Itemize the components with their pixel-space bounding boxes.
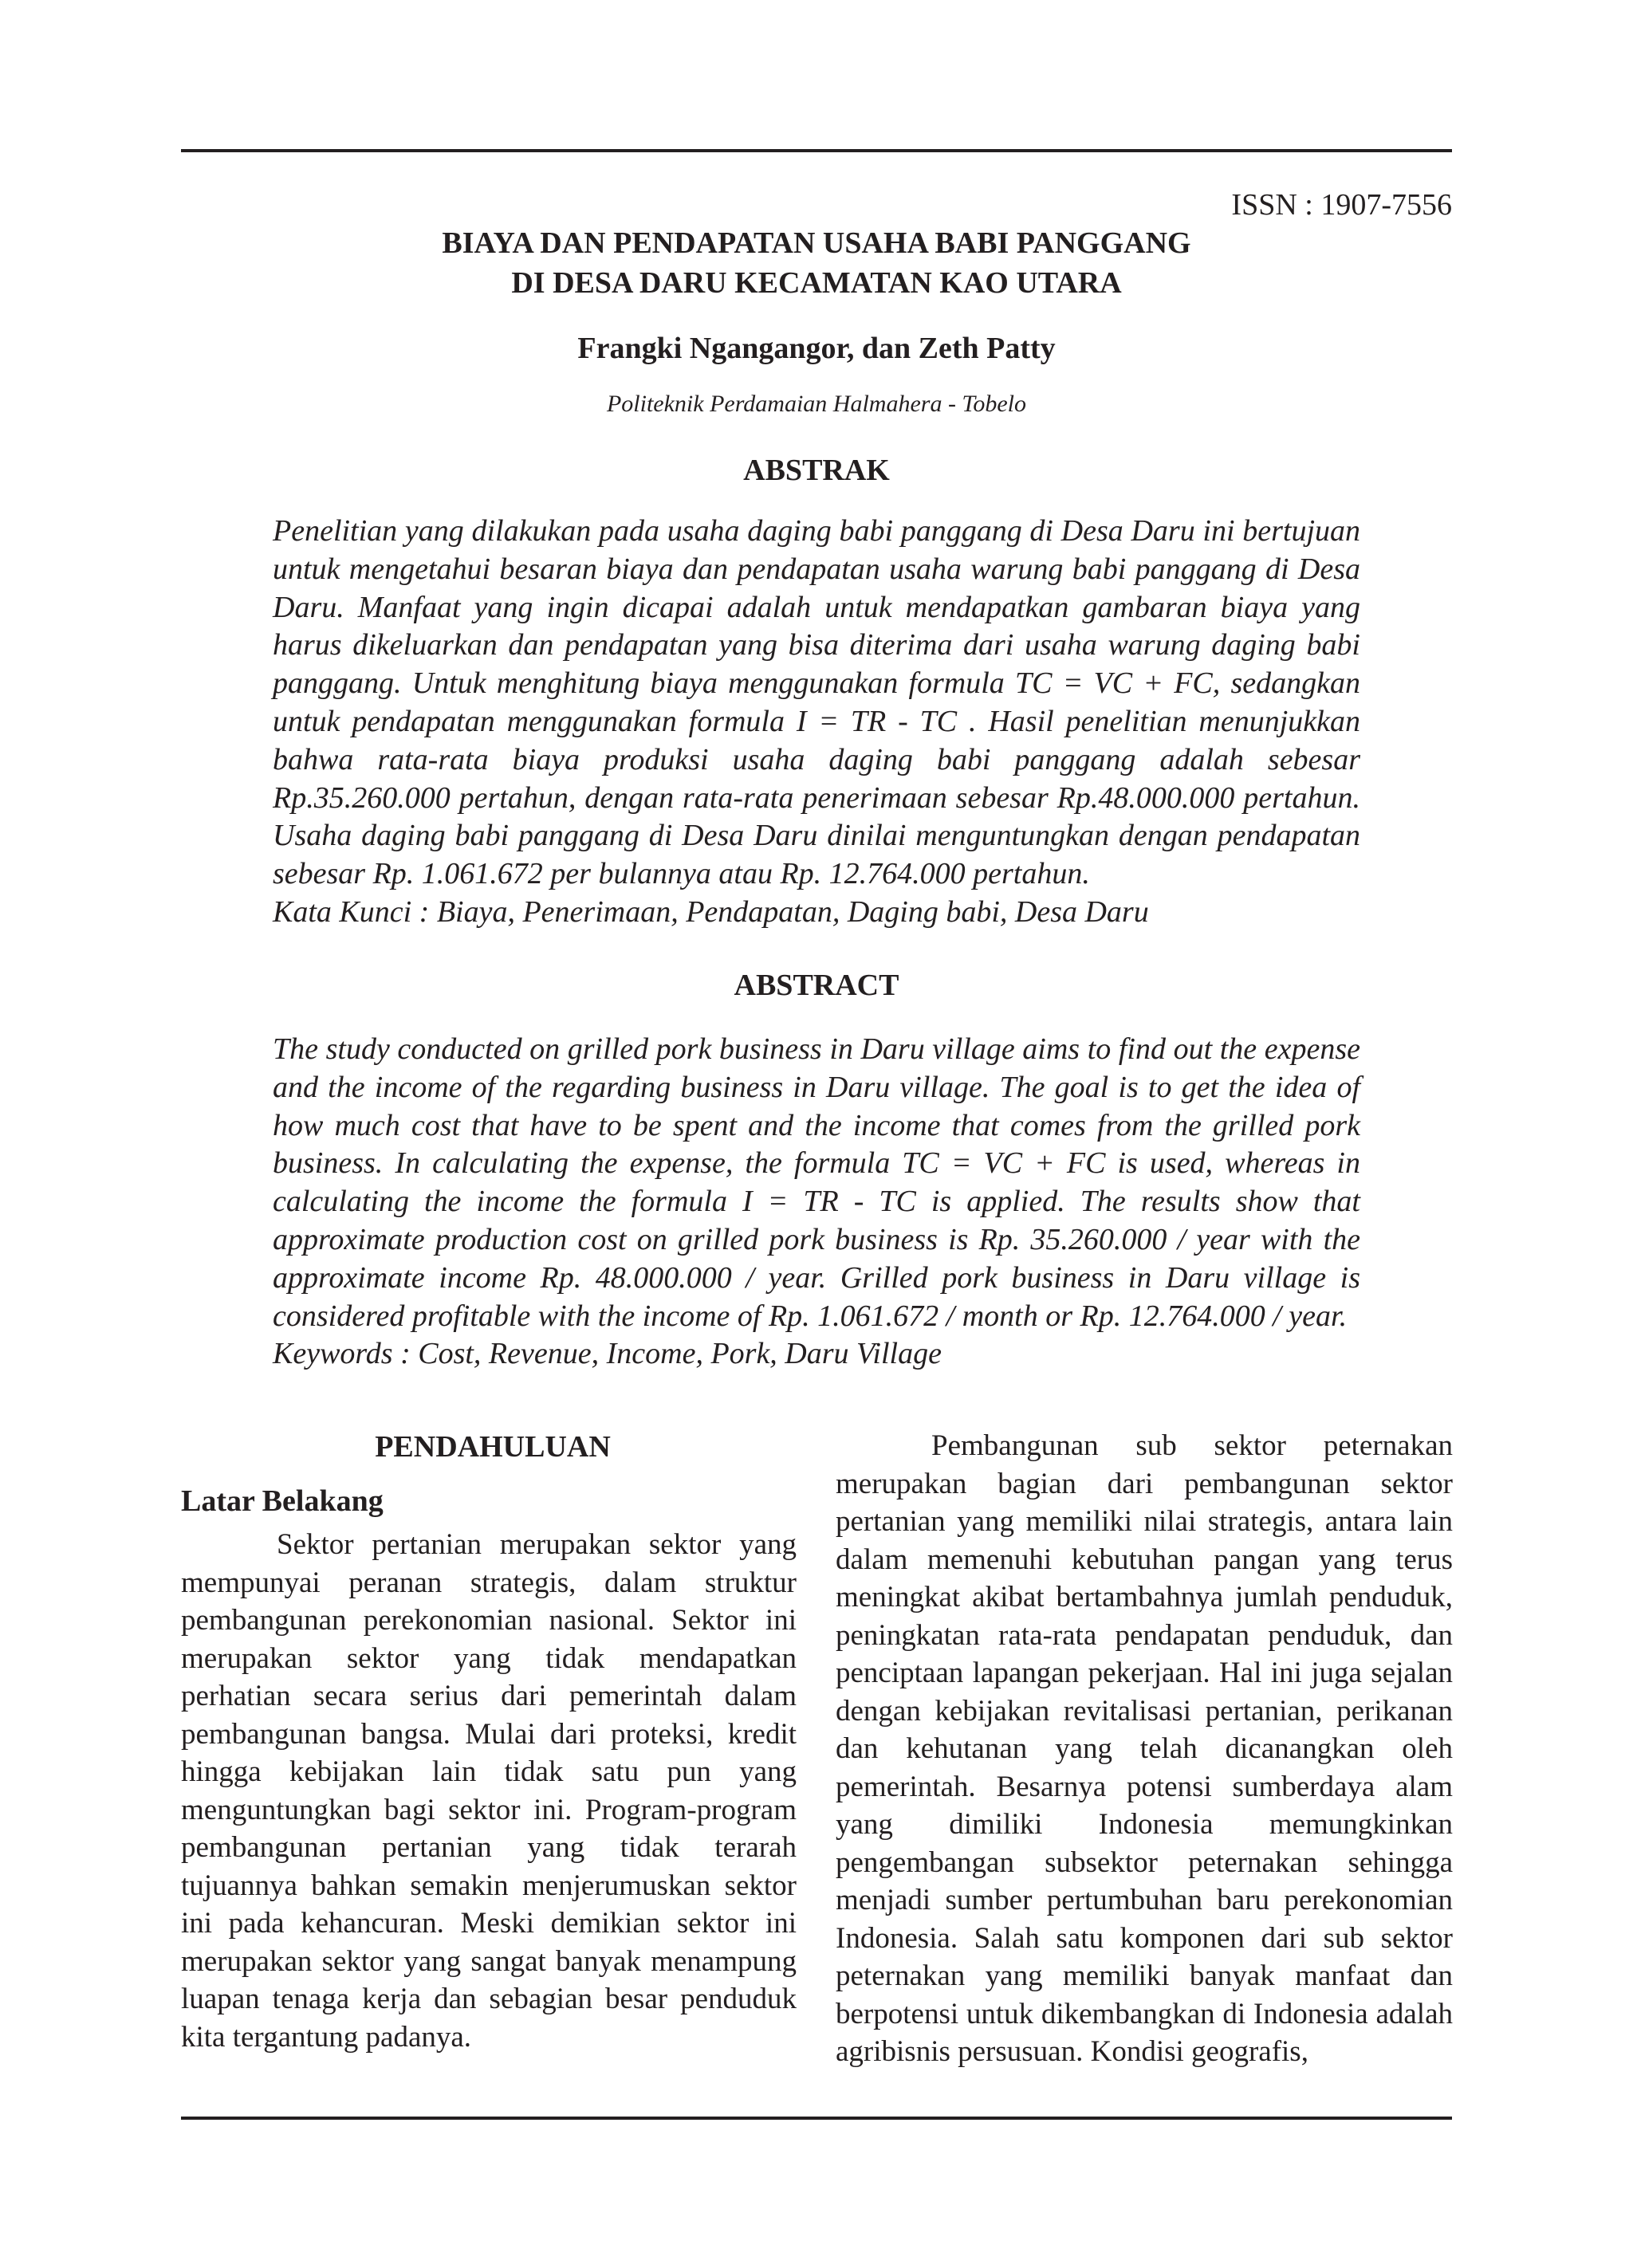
author-affiliation: Politeknik Perdamaian Halmahera - Tobelo <box>606 391 1027 417</box>
subsection-heading-latar-belakang: Latar Belakang <box>181 1484 384 1518</box>
left-column <box>181 1427 797 2056</box>
abstract-text: The study conducted on grilled pork business in Daru village aims to find out the expense and the income of the regarding business in Daru village. The goal is to get the idea of how much cost that have to be spent and the income that comes from the grilled pork business. In calculating the expense, the formula TC = VC + FC is used, whereas in calculating the income the formula I = TR - TC is applied. The results show that approximate production cost on grilled pork business is Rp. 35.260.000 / year with the approximate income Rp. 48.000.000 / year. Grilled pork business in Daru village is considered profitable with the income of Rp. 1.061.672 / month or Rp. 12.764.000 / year. <box>273 1032 1360 1333</box>
abstract-section <box>273 1031 1360 1374</box>
abstrak-text: Penelitian yang dilakukan pada usaha daging babi panggang di Desa Daru ini bertujuan untuk mengetahui besaran biaya dan pendapatan usaha warung babi panggang di Desa Daru. Manfaat yang ingin dicapai adalah untuk mendapatkan gambaran biaya yang harus dikeluarkan dan pendapatan yang bisa diterima dari usaha warung daging babi panggang. Untuk menghitung biaya menggunakan formula TC = VC + FC, sedangkan untuk pendapatan menggunakan formula I = TR - TC . Hasil penelitian menunjukkan bahwa rata-rata biaya produksi usaha daging babi panggang adalah sebesar Rp.35.260.000 pertahun, dengan rata-rata penerimaan sebesar Rp.48.000.000 pertahun. Usaha daging babi panggang di Desa Daru dinilai menguntungkan dengan pendapatan sebesar Rp. 1.061.672 per bulannya atau Rp. 12.764.000 pertahun. <box>273 514 1360 891</box>
header-rule <box>181 149 1452 152</box>
body-paragraph-right: Pembangunan sub sektor peternakan merupakan bagian dari pembangunan sektor pertanian yang memiliki nilai strategis, antara lain dalam memenuhi kebutuhan pangan yang terus meningkat akibat bertambahnya jumlah penduduk, peningkatan rata-rata pendapatan penduduk, dan penciptaan lapangan pekerjaan. Hal ini juga sejalan dengan kebijakan revitalisasi pertanian, perikanan dan kehutanan yang telah dicanangkan oleh pemerintah. Besarnya potensi sumberdaya alam yang dimiliki Indonesia memungkinkan pengembangan subsektor peternakan sehingga menjadi sumber pertumbuhan baru perekonomian Indonesia. Salah satu komponen dari sub sektor peternakan yang memiliki banyak manfaat dan berpotensi untuk dikembangkan di Indonesia adalah agribisnis persusuan. Kondisi geografis, <box>836 1429 1453 2068</box>
paper-title-line-2: DI DESA DARU KECAMATAN KAO UTARA <box>511 266 1122 300</box>
paper-title <box>0 223 1633 303</box>
issn-label: ISSN : 1907-7556 <box>1231 188 1452 222</box>
body-paragraph-left: Sektor pertanian merupakan sektor yang mempunyai peranan strategis, dalam struktur pembangunan perekonomian nasional. Sektor ini merupakan sektor yang tidak mendapatkan perhatian secara serius dari pemerintah dalam pembangunan bangsa. Mulai dari proteksi, kredit hingga kebijakan lain tidak satu pun yang menguntungkan bagi sektor ini. Program-program pembangunan pertanian yang tidak terarah tujuannya bahkan semakin menjerumuskan sektor ini pada kehancuran. Meski demikian sektor ini merupakan sektor yang sangat banyak menampung luapan tenaga kerja dan sebagian besar penduduk kita tergantung padanya. <box>181 1528 797 2054</box>
abstract-heading: ABSTRACT <box>734 969 899 1002</box>
right-column <box>836 1427 1453 2071</box>
footer-rule <box>181 2117 1452 2120</box>
abstrak-section <box>273 513 1360 932</box>
paper-title-line-1: BIAYA DAN PENDAPATAN USAHA BABI PANGGANG <box>442 226 1191 260</box>
abstract-keywords: Keywords : Cost, Revenue, Income, Pork, Daru Village <box>273 1337 942 1371</box>
abstrak-heading: ABSTRAK <box>743 454 890 487</box>
section-heading-pendahuluan: PENDAHULUAN <box>375 1430 611 1464</box>
author-list: Frangki Ngangangor, dan Zeth Patty <box>577 332 1056 365</box>
abstrak-keywords: Kata Kunci : Biaya, Penerimaan, Pendapatan, Daging babi, Desa Daru <box>273 894 1149 929</box>
